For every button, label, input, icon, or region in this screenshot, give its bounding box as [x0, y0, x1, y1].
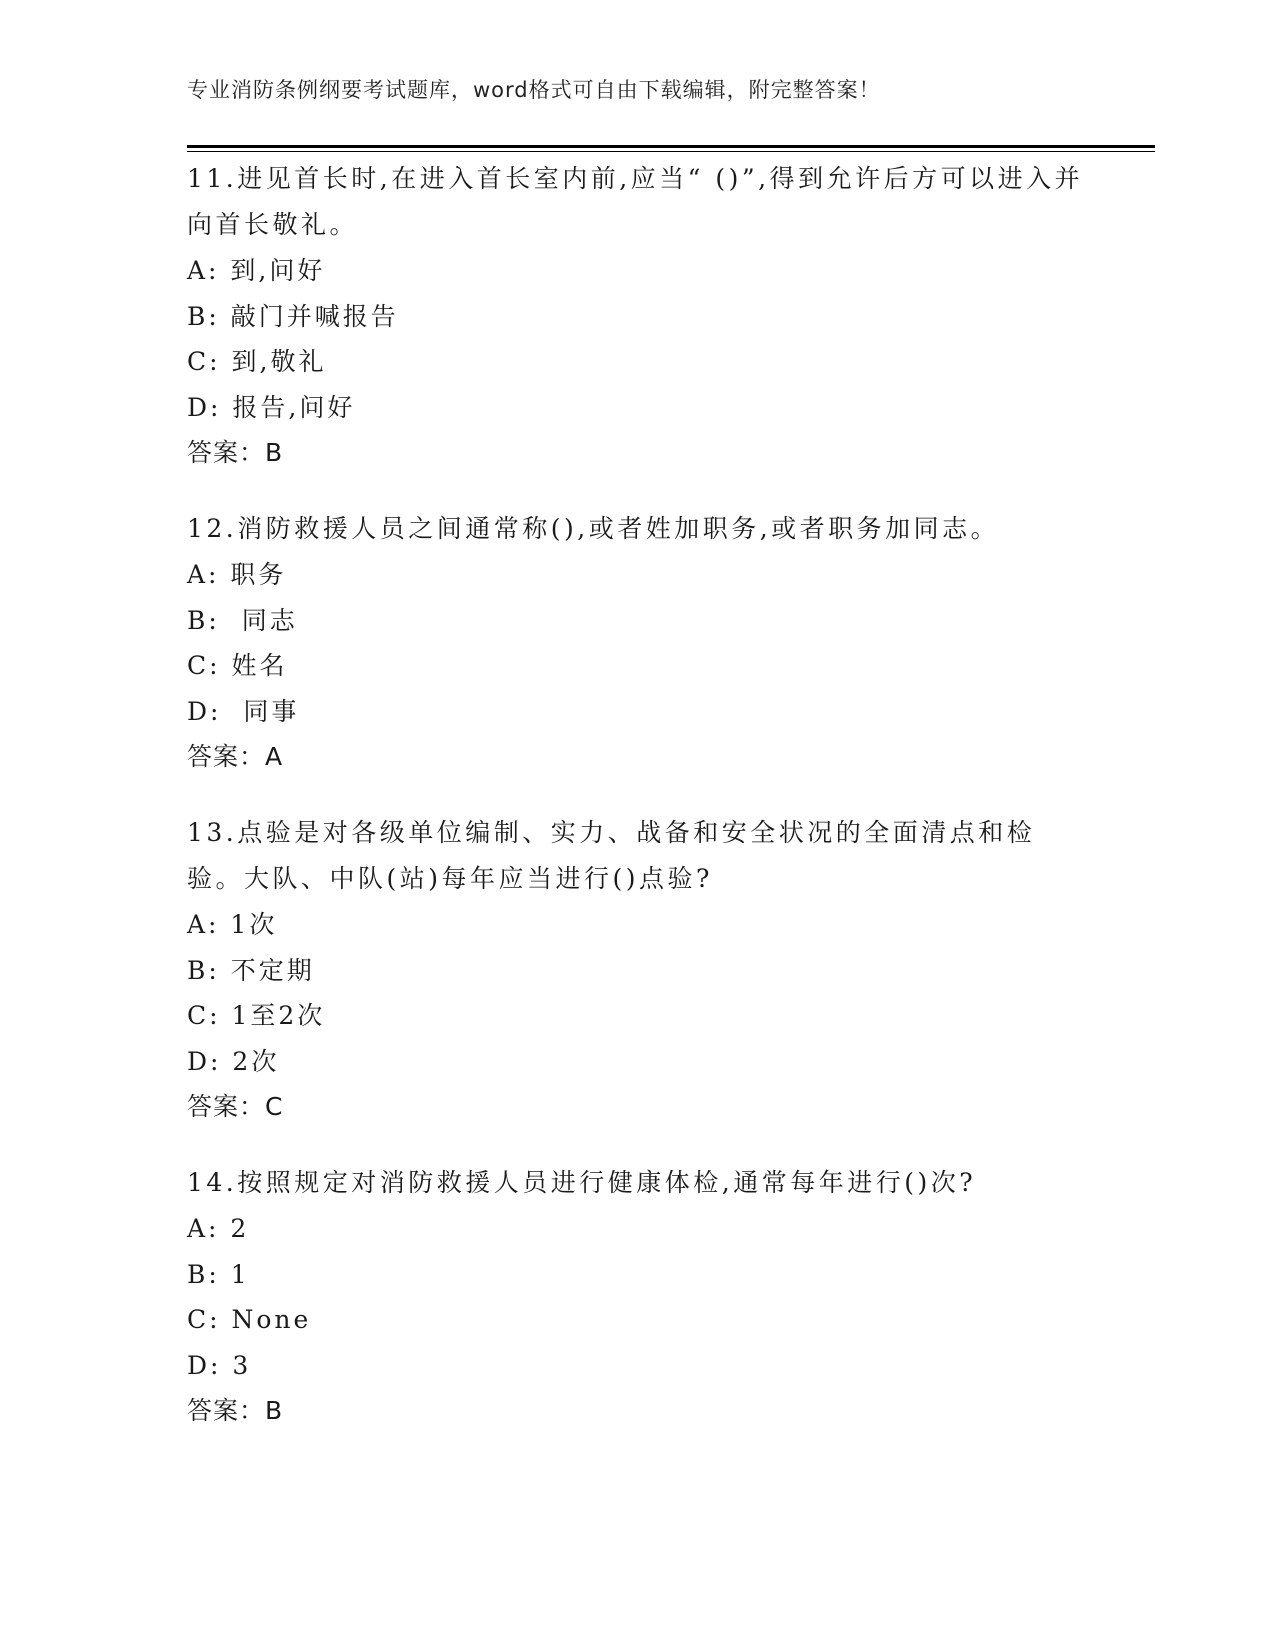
- question-text: 13.点验是对各级单位编制、实力、战备和安全状况的全面清点和检验。大队、中队(站)每年应当进行()点验?: [187, 818, 1036, 893]
- question-14: [187, 1160, 1087, 1434]
- answer-label: 答案：A: [187, 742, 284, 771]
- option-c: C: 1至2次: [187, 1001, 326, 1030]
- option-d: D: 3: [187, 1350, 252, 1380]
- option-a: A: 职务: [187, 560, 287, 589]
- option-c: C: None: [187, 1305, 312, 1334]
- header-rule-thin: [187, 151, 1155, 152]
- option-a: A: 到,问好: [187, 256, 326, 285]
- question-12: [187, 506, 1087, 780]
- option-d: D: 同事: [187, 696, 300, 726]
- answer-label: 答案：C: [187, 1092, 284, 1121]
- answer-label: 答案：B: [187, 438, 284, 467]
- option-d: D: 2次: [187, 1046, 280, 1076]
- option-b: B: 敲门并喊报告: [187, 301, 399, 331]
- answer-label: 答案：B: [187, 1396, 284, 1425]
- question-text: 11.进见首长时,在进入首长室内前,应当“ ()”,得到允许后方可以进入并向首长敬礼。: [187, 164, 1084, 239]
- question-11: [187, 156, 1087, 476]
- option-a: A: 2: [187, 1214, 250, 1243]
- option-b: B: 同志: [187, 605, 298, 635]
- option-c: C: 姓名: [187, 651, 288, 680]
- option-a: A: 1次: [187, 910, 278, 939]
- question-list: [187, 156, 1087, 1464]
- option-b: B: 不定期: [187, 955, 315, 985]
- option-d: D: 报告,问好: [187, 392, 356, 422]
- option-b: B: 1: [187, 1259, 250, 1289]
- header-rule-thick: [187, 145, 1155, 148]
- option-c: C: 到,敬礼: [187, 347, 327, 376]
- question-text: 14.按照规定对消防救援人员进行健康体检,通常每年进行()次?: [187, 1168, 977, 1197]
- page-header: 专业消防条例纲要考试题库，word格式可自由下载编辑，附完整答案！: [187, 78, 881, 102]
- question-text: 12.消防救援人员之间通常称(),或者姓加职务,或者职务加同志。: [187, 514, 1000, 543]
- question-13: [187, 810, 1087, 1130]
